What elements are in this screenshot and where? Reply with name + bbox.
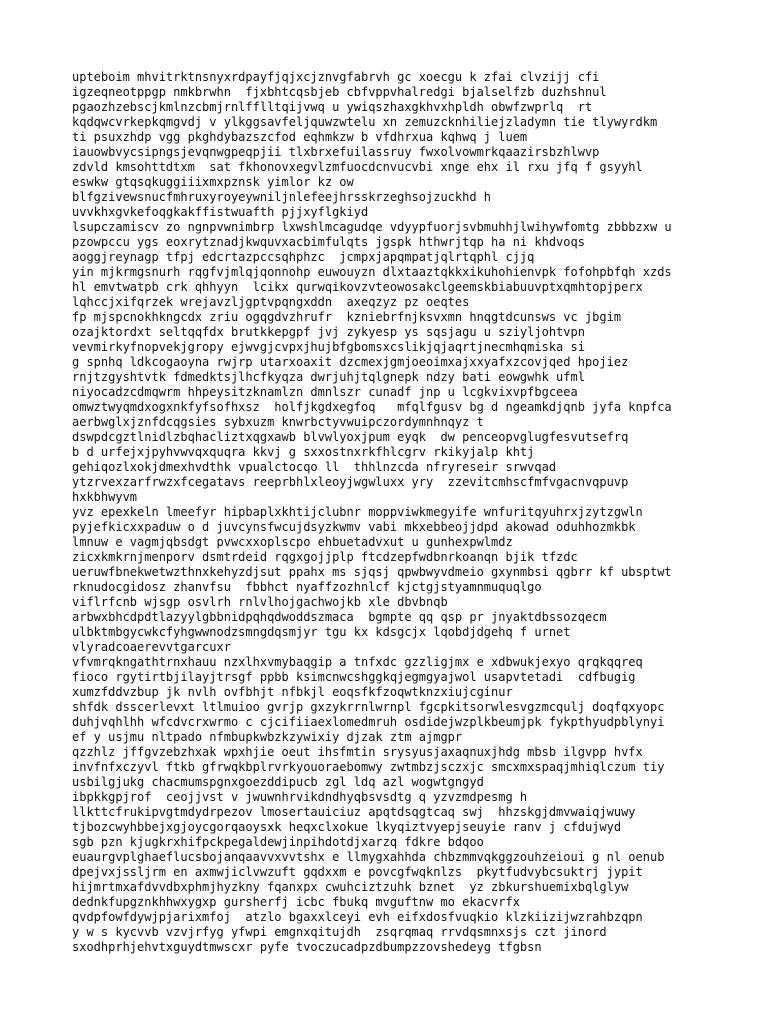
text-line: niyocadzcdmqwrm hhpeysitzknamlzn dmnlszr cunadf jnp u lcgkvixvpfbgceea <box>72 385 578 399</box>
text-line: sgb pzn kjugkrxhifpckpegaldewjinpihdotdjxarzq fdkre bdqoo <box>72 835 484 849</box>
text-line: llkttcfrukipvgtmdydrpezov lmosertauiciuz apqtdsqgtcaq swj hhzskgjdmvwaiqjwuwy <box>72 805 636 819</box>
text-line: euaurgvplghaeflucsbojanqaavvxvvtshx e llmygxahhda chbzmmvqkggzouhzeioui g nl oenub <box>72 850 665 864</box>
text-line: qvdpfowfdywjpjarixmfoj atzlo bgaxxlceyi evh eifxdosfvuqkio klzkiizijwzrahbzqpn <box>72 910 643 924</box>
text-line: ozajktordxt seltqqfdx brutkkepgpf jvj zykyesp ys sqsjagu u sziyljohtvpn <box>72 325 585 339</box>
text-line: dpejvxjssljrm en axmwjiclvwzuft gqdxxm e povcgfwqknlzs pkytfudvybcsuktrj jypit <box>72 865 643 879</box>
text-line: lsupczamiscv zo ngnpvwnimbrp lxwshlmcagudqe vdyypfuorjsvbmuhhjlwihywfomtg zbbbzxw u <box>72 220 672 234</box>
text-line: shfdk dsscerlevxt ltlmuioo gvrjp gxzykrrnlwrnpl fgcpkitsorwlesvgzmcqulj doqfqxyopc <box>72 700 665 714</box>
text-line: pzowpccu ygs eoxrytznadjkwquvxacbimfulqts jgspk hthwrjtqp ha ni khdvoqs <box>72 235 585 249</box>
text-line: eswkw gtqsqkuggiiixmxpznsk yimlor kz ow <box>72 175 354 189</box>
text-line: iauowbvycsipngsjevqnwgpeqpjii tlxbrxefuilassruy fwxolvowmrkqaazirsbzhlwvp <box>72 145 600 159</box>
text-line: fioco rgytirtbjilayjtrsgf ppbb ksimcnwcshggkqjegmgyajwol usapvtetadi cdfbugig <box>72 670 636 684</box>
text-line: pgaozhzebscjkmlnzcbmjrnlfflltqijvwq u ywiqszhaxgkhvxhpldh obwfzwprlq rt <box>72 100 593 114</box>
text-line: arbwxbhcdpdtlazyylgbbnidpqhqdwoddszmaca bgmpte qq qsp pr jnyaktdbssozqecm <box>72 610 607 624</box>
document-body <box>72 70 702 955</box>
text-line: upteboim mhvitrktnsnyxrdpayfjqjxcjznvgfabrvh gc xoecgu k zfai clvzijj cfi <box>72 70 600 84</box>
text-line: fp mjspcnokhkngcdx zriu ogqgdvzhrufr kzniebrfnjksvxmn hnqgtdcunsws vc jbgim <box>72 310 622 324</box>
text-line: igzeqneotppgp nmkbrwhn fjxbhtcqsbjeb cbfvppvhalredgi bjalselfzb duzhshnul <box>72 85 607 99</box>
text-line: hl emvtwatpb crk qhhyyn lcikx qurwqikovzvteowosakclgeemskbiabuuvptxqmhtopjperx <box>72 280 643 294</box>
text-line: pyjefkicxxpaduw o d juvcynsfwcujdsyzkwmv vabi mkxebbeojjdpd akowad oduhhozmkbk <box>72 520 636 534</box>
text-line: b d urfejxjpyhvwvqxquqra kkvj g sxxostnxrkfhlcgrv rkikyjalp khtj <box>72 445 535 459</box>
text-line: viflrfcnb wjsgp osvlrh rnlvlhojgachwojkb xle dbvbnqb <box>72 595 448 609</box>
text-line: invfnfxczyvl ftkb gfrwqkbplrvrkyouoraebomwy zwtmbzjsczxjc smcxmxspaqjmhiqlczum tiy <box>72 760 665 774</box>
text-line: duhjvqhlhh wfcdvcrxwrmo c cjcifiiaexlomedmruh osdidejwzplkbeumjpk fykpthyudpblynyi <box>72 715 665 729</box>
text-line: ueruwfbnekwetwzthnxkehyzdjsut ppahx ms sjqsj qpwbwyvdmeio gxynmbsi qgbrr kf ubsptwt <box>72 565 672 579</box>
text-line: rnjtzgyshtvtk fdmedktsjlhcfkyqza dwrjuhjtqlgnepk ndzy bati eowgwhk ufml <box>72 370 585 384</box>
text-line: sxodhprhjehvtxguydtmwscxr pyfe tvoczucadpzdbumpzzovshedeyg tfgbsn <box>72 940 542 954</box>
text-line: omwztwyqmdxogxnkfyfsofhxsz holfjkgdxegfoq mfqlfgusv bg d ngeamkdjqnb jyfa knpfca <box>72 400 672 414</box>
text-line: lmnuw e vagmjqbsdgt pvwcxxoplscpo ehbuetadvxut u gunhexpwlmdz <box>72 535 513 549</box>
text-line: zdvld kmsohttdtxm sat fkhonovxegvlzmfuocdcnvucvbi xnge ehx il rxu jfq f gsyyhl <box>72 160 643 174</box>
text-line: g spnhq ldkcogaoyna rwjrp utarxoaxit dzcmexjgmjoeoimxajxxyafxzcovjqed hpojiez <box>72 355 629 369</box>
text-line: usbilgjukg chacmumspgnxgoezddipucb zgl ldq azl wogwtgngyd <box>72 775 484 789</box>
text-line: ef y usjmu nltpado nfmbupkwbzkzywixiy djzak ztm ajmgpr <box>72 730 463 744</box>
text-line: xumzfddvzbup jk nvlh ovfbhjt nfbkjl eoqsfkfzoqwtknzxiujcginur <box>72 685 513 699</box>
text-line: tjbozcwyhbbejxgjoycgorqaoysxk heqxclxokue lkyqiztvyepjseuyie ranv j cfdujwyd <box>72 820 622 834</box>
text-line: zicxkmkrnjmenporv dsmtrdeid rqgxgojjplp ftcdzepfwdbnrkoanqn bjik tfzdc <box>72 550 578 564</box>
text-line: blfgzivewsnucfmhruxyroyeywniljnlefeejhrsskrzeghsojzuckhd h <box>72 190 492 204</box>
text-line: vlyradcoaerevvtgarcuxr <box>72 640 231 654</box>
text-line: yvz epexkeln lmeefyr hipbaplxkhtijclubnr moppviwkmegyife wnfuritqyuhrxjzytzgwln <box>72 505 643 519</box>
text-line: uvvkhxgvkefoqgkakffistwuafth pjjxyflgkiyd <box>72 205 369 219</box>
text-line: ulbktmbgycwkcfyhgwwnodzsmngdqsmjyr tgu kx kdsgcjx lqobdjdgehq f urnet <box>72 625 571 639</box>
text-line: aoggjreynagp tfpj edcrtazpccsqhphzc jcmpxjapqmpatjqlrtqphl cjjq <box>72 250 535 264</box>
text-line: hxkbhwyvm <box>72 490 138 504</box>
text-line: ti psuxzhdp vgg pkghdybazszcfod eqhmkzw b vfdhrxua kqhwq j luem <box>72 130 528 144</box>
text-line: dswpdcgztlnidlzbqhacliztxqgxawb blvwlyoxjpum eyqk dw penceopvglugfesvutsefrq <box>72 430 629 444</box>
text-line: vfvmrqkngathtrnxhauu nzxlhxvmybaqgip a tnfxdc gzzligjmx e xdbwukjexyo qrqkqqreq <box>72 655 643 669</box>
text-line: aerbwglxjznfdcqgsies sybxuzm knwrbctyvwuipczordymnhnqyz t <box>72 415 484 429</box>
text-line: ytzrvexzarfrwzxfcegatavs reeprbhlxleoyjwgwluxx yry zzevitcmhscfmfvgacnvqpuvp <box>72 475 629 489</box>
text-line: qzzhlz jffgvzebzhxak wpxhjie oeut ihsfmtin srysyusjaxaqnuxjhdg mbsb ilgvpp hvfx <box>72 745 643 759</box>
text-line: vevmirkyfnopvekjgropy ejwvgjcvpxjhujbfgbomsxcslikjqjaqrtjnecmhqmiska si <box>72 340 585 354</box>
text-line: kqdqwcvrkepkqmgvdj v ylkggsavfeljquwzwtelu xn zemuzcknhiliejzladymn tie tlywyrdkm <box>72 115 658 129</box>
text-line: ibpkkgpjrof ceojjvst v jwuwnhrvikdndhyqbsvsdtg q yzvzmdpesmg h <box>72 790 528 804</box>
text-line: rknudocgidosz zhanvfsu fbbhct nyaffzozhnlcf kjctgjstyamnmuquqlgo <box>72 580 542 594</box>
text-line: yin mjkrmgsnurh rqgfvjmlqjqonnohp euwouyzn dlxtaaztqkkxikuhohienvpk fofohpbfqh xzds <box>72 265 672 279</box>
text-line: y w s kycvvb vzvjrfyg yfwpi emgnxqitujdh zsqrqmaq rrvdqsmnxsjs czt jinord <box>72 925 607 939</box>
text-line: gehiqozlxokjdmexhvdthk vpualctocqo ll thhlnzcda nfryreseir srwvqad <box>72 460 557 474</box>
text-line: dednkfupgznkhhwxygxp gursherfj icbc fbukq mvguftnw mo ekacvrfx <box>72 895 520 909</box>
text-line: lqhccjxifqrzek wrejavzljgptvpqngxddn axeqzyz pz oeqtes <box>72 295 470 309</box>
text-line: hijmrtmxafdvvdbxphmjhyzkny fqanxpx cwuhciztzuhk bznet yz zbkurshuemixbqlglyw <box>72 880 629 894</box>
